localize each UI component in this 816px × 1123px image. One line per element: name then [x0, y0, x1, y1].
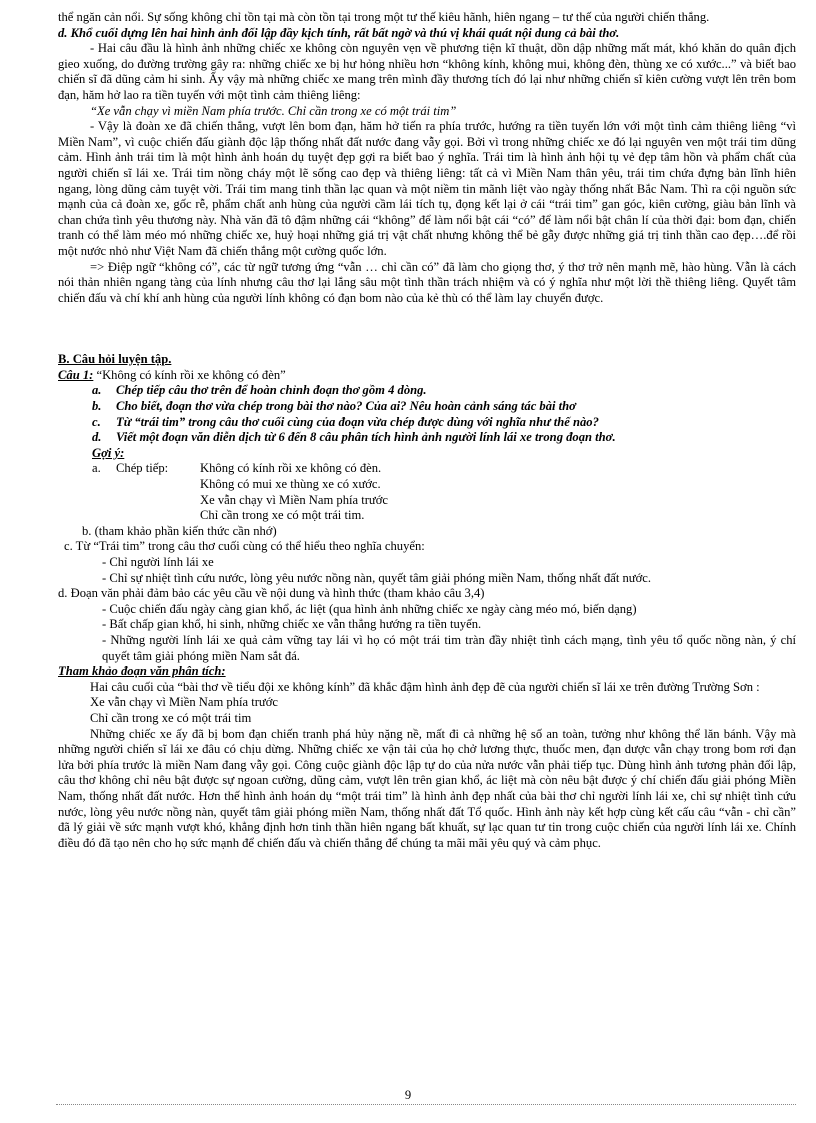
- question-1-item: c. Từ “trái tim” trong câu thơ cuối cùng của đoạn vừa chép được dùng với nghĩa như thế nào?: [92, 414, 599, 429]
- poem-line: Chỉ cần trong xe có một trái tim: [90, 710, 252, 725]
- hint-a-poem: [200, 477, 796, 524]
- section-d-paragraph-3: => Điệp ngữ “không có”, các từ ngữ tương ứng “vẫn … chỉ cần có” đã làm cho giọng thơ, ý thơ trở nên mạnh mẽ, hào hùng. Vẫn là cách nói thản nhiên ngang tàng của lính nhưng câu thơ lại lắng sâu một tình thần trách nhiệm và có ý nghĩa như một lời thề thiêng liêng. Quyết tâm chiến đấu và chí khí anh hùng của người lính không có đạn bom nào của kẻ thù có thể làm lay chuyển được.: [58, 259, 796, 305]
- hint-b: b. (tham khảo phần kiến thức cần nhớ): [82, 523, 277, 538]
- poem-line: Không có mui xe thùng xe có xước.: [200, 477, 381, 492]
- document-body: [58, 10, 796, 851]
- poem-line: Chỉ cần trong xe có một trái tim.: [200, 508, 365, 523]
- question-1: [58, 368, 796, 384]
- section-b-heading: B. Câu hỏi luyện tập.: [58, 352, 172, 367]
- section-d-quote: “Xe vẫn chạy vì miền Nam phía trước. Chỉ cần trong xe có một trái tim”: [90, 103, 457, 118]
- hint-a-first-line: Không có kính rồi xe không có đèn.: [200, 461, 382, 476]
- page-number: 9: [404, 1088, 412, 1102]
- section-d-paragraph-2: - Vậy là đoàn xe đã chiến thắng, vượt lên bom đạn, hăm hở tiến ra phía trước, hướng ra tiền tuyến lớn với một tình cảm thiêng liêng “vì Miền Nam”, vì cuộc chiến đấu giành độc lập thống nhất đất nước đang vẫy gọi. Bởi vì trong những chiếc xe đó lại nguyên ven một trái tim dũng cảm. Hình ảnh trái tim là một hình ảnh hoán dụ tuyệt đẹp gợi ra biết bao ý nghĩa. Trái tim là hình ảnh hội tụ vẻ đẹp tâm hồn và phẩm chất của người chiến sĩ lái xe. Trái tim nồng cháy một lẽ sống cao đẹp và thiêng liêng: tất cả vì Miền Nam thân yêu, trái tim chứa đựng bản lĩnh hiên ngang, lòng dũng cảm tuyệt vời. Trái tim mang tinh thần lạc quan và một niềm tin mãnh liệt vào ngày thống nhất Bắc Nam. Thì ra cội nguồn sức mạnh của cả đoàn xe, gốc rễ, phẩm chất anh hùng của người cầm lái tích tụ, đọng kết lại ở cái “trái tim” gan góc, kiên cường, giàu bản lĩnh và chan chứa tình yêu thương này. Nhà văn đã tô đậm những cái “không” để làm nổi bật cái “có” để làm nổi bật chân lí của thời đại: bom đạn, chiến tranh có thể làm méo mó những chiếc xe, huỷ hoại những giá trị vật chất nhưng không thể bẻ gẫy được những giá trị tinh thần cao đẹp….để rồi một nước nhỏ như Việt Nam đã chiến thắng một cường quốc lớn.: [58, 119, 796, 258]
- top-paragraph: thể ngăn cản nổi. Sự sống không chỉ tồn tại mà còn tồn tại trong một tư thế kiêu hãnh, hiên ngang – tư thế của người chiến thắng.: [58, 10, 710, 24]
- footer-divider: [56, 1104, 796, 1105]
- reference-paragraph-2: Những chiếc xe ấy đã bị bom đạn chiến tranh phá hủy nặng nề, mất đi cả những hệ số an toàn, tưởng như không thể lăn bánh. Vậy mà những người chiến sĩ lái xe đâu có chịu dừng. Những chiếc xe vận tải của họ chở lương thực, thuốc men, đạn dược vẫn chạy trong bom rơi đạn lửa bởi phía trước là miền Nam đang vẫy gọi. Công cuộc giành độc lập tự do của nửa nước vẫn phải tiếp tục. Dùng hình ảnh tương phản đối lập, câu thơ không chỉ nêu bật được sự ngoan cường, dũng cảm, vượt lên trên gian khổ, ác liệt mà còn nêu bật được ý chí chiến đấu giải phóng Miền Nam, thống nhất đất nước. Hơn thế hình ảnh hoán dụ “một trái tim” là hình ảnh đẹp nhất của bài thơ chỉ người lính lái xe, chỉ sự nhiệt tình cứu nước, lòng yêu nước nồng nàn, quyết tâm giải phóng miền Nam, thống nhất đất Tổ quốc. Hình ảnh này kết hợp cùng kết cấu câu “vẫn - chỉ cần” đã lý giải về sức mạnh vượt khó, khẳng định hơn tinh thần hiên ngang bất khuất, sự lạc quan tư tin trong cuộc chiến của người lính lái xe. Chính điều đó đã tạo nên cho họ sức mạnh để chiến đấu và chiến thắng để chúng ta mãi mãi yêu quý và cảm phục.: [58, 726, 796, 850]
- hint-d-item: - Những người lính lái xe quả cảm vững tay lái vì họ có một trái tim tràn đầy nhiệt tình cách mạng, tình yêu tổ quốc nồng nàn, ý chí quyết tâm giải phóng miền Nam sắt đá.: [102, 632, 796, 663]
- question-1-label: Câu 1:: [58, 367, 94, 382]
- poem-line: Xe vẫn chạy vì Miền Nam phía trước: [200, 492, 388, 507]
- question-1-text: “Không có kính rồi xe không có đèn”: [93, 367, 286, 382]
- hint-d: d. Đoạn văn phải đảm bảo các yêu cầu về nội dung và hình thức (tham khảo câu 3,4): [58, 586, 485, 601]
- section-d-heading: d. Khổ cuối dựng lên hai hình ảnh đối lập đầy kịch tính, rất bất ngờ và thú vị khái quát nội dung cả bài thơ.: [58, 25, 620, 40]
- reference-paragraph-1: Hai câu cuối của “bài thơ về tiểu đội xe không kính” đã khắc đậm hình ảnh đẹp đẽ của người chiến sĩ lái xe trên đường Trường Sơn :: [90, 679, 760, 694]
- hint-a: a. Chép tiếp: Không có kính rồi xe không có đèn.: [92, 461, 382, 476]
- question-1-item: a. Chép tiếp câu thơ trên để hoàn chỉnh đoạn thơ gồm 4 dòng.: [92, 383, 427, 398]
- reference-heading: Tham khảo đoạn văn phân tích:: [58, 664, 226, 679]
- question-1-item: b. Cho biết, đoạn thơ vừa chép trong bài thơ nào? Của ai? Nêu hoàn cảnh sáng tác bài thơ: [92, 399, 576, 414]
- question-1-list: [92, 383, 796, 445]
- hint-c-item: - Chỉ sự nhiệt tình cứu nước, lòng yêu nước nồng nàn, quyết tâm giải phóng miền Nam, thống nhất đất nước.: [102, 570, 652, 585]
- hint-c: c. Từ “Trái tim” trong câu thơ cuối cùng có thể hiểu theo nghĩa chuyển:: [64, 539, 425, 554]
- spacer: [58, 306, 796, 352]
- reference-poem: [90, 695, 796, 726]
- poem-line: Xe vẫn chạy vì Miền Nam phía trước: [90, 695, 278, 710]
- hint-d-item: - Cuộc chiến đấu ngày càng gian khổ, ác liệt (qua hình ảnh những chiếc xe ngày càng méo mó, biến dạng): [102, 601, 637, 616]
- hint-c-item: - Chỉ người lính lái xe: [102, 555, 214, 569]
- section-d-paragraph-1: - Hai câu đầu là hình ảnh những chiếc xe không còn nguyên vẹn về phương tiện kĩ thuật, dồn dập những mất mát, khó khăn do quân địch gieo xuống, do đường trường gây ra: những chiếc xe bị hư hỏng nhiều hơn “không kính, không mui, không đèn, thùng xe có xước...” và biết bao chiến sĩ đã dũng cảm hi sinh. Ấy vậy mà những chiếc xe mang trên mình đầy thương tích đó lại như những chiến sĩ kiên cường vượt lên trên bom đạn, hăm hở lao ra tiền tuyến với một tình cảm thiêng liêng:: [58, 41, 796, 102]
- hint-heading: Gợi ý:: [92, 445, 125, 460]
- hint-d-item: - Bất chấp gian khổ, hi sinh, những chiếc xe vẫn thẳng hướng ra tiền tuyến.: [102, 617, 482, 632]
- question-1-item: d. Viết một đoạn văn diễn dịch từ 6 đến 8 câu phân tích hình ảnh người lính lái xe trong đoạn thơ.: [92, 430, 616, 445]
